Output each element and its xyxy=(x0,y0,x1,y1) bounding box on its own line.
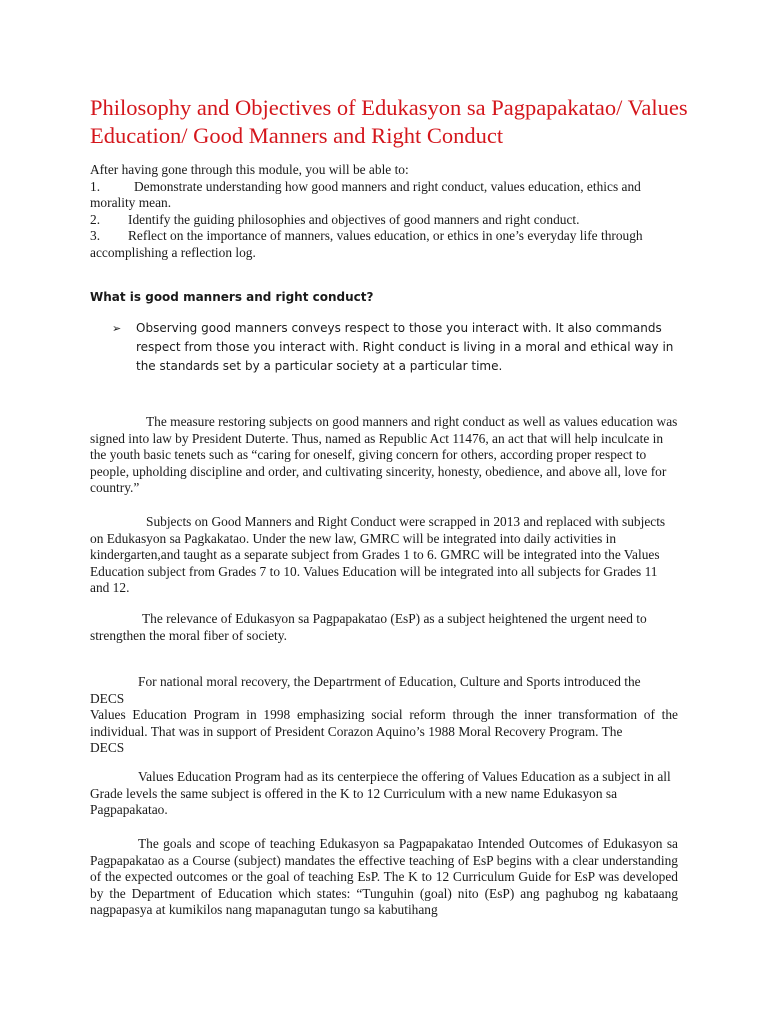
body-paragraph xyxy=(90,514,678,597)
objective-number: 3. xyxy=(90,228,101,243)
module-objectives xyxy=(90,162,678,261)
body-paragraph xyxy=(90,611,678,644)
objective-item xyxy=(90,179,678,212)
bullet-item xyxy=(112,319,680,376)
objective-item xyxy=(90,228,678,261)
paragraph-text: Values Education Program had as its centerpiece the offering of Values Education as a subject in all Grade levels the same subject is offered in the K to 12 Curriculum with a new name Edukasyon sa Pagpapakatao. xyxy=(90,769,671,817)
objective-number: 2. xyxy=(90,211,101,227)
body-paragraph xyxy=(90,674,678,757)
objective-text: Demonstrate understanding how good manners and right conduct, values education, ethics and morality mean. xyxy=(90,178,641,210)
objectives-lead: After having gone through this module, you will be able to: xyxy=(90,162,409,177)
objective-item xyxy=(90,212,678,229)
paragraph-text: DECS xyxy=(90,690,125,706)
body-paragraph xyxy=(90,836,678,919)
paragraph-text: Values Education Program in 1998 emphasizing social reform through the inner transformation of the individual. That was in support of President Corazon Aquino’s 1988 Moral Recovery Program. The xyxy=(90,707,678,739)
objective-number: 1. xyxy=(90,178,101,194)
objective-text: Identify the guiding philosophies and objectives of good manners and right conduct. xyxy=(128,211,580,227)
arrow-bullet-icon: ➢ xyxy=(112,322,122,335)
body-paragraph xyxy=(90,769,678,819)
body-paragraph xyxy=(90,414,678,497)
paragraph-text: The relevance of Edukasyon sa Pagpapakatao (EsP) as a subject heightened the urgent need to strengthen the moral fiber of society. xyxy=(90,611,647,643)
paragraph-text: For national moral recovery, the Departrment of Education, Culture and Sports introduced the xyxy=(138,674,641,689)
paragraph-text: Subjects on Good Manners and Right Conduct were scrapped in 2013 and replaced with subjects on Edukasyon sa Pagkakatao. Under the new law, GMRC will be integrated into daily activities in kindergarten,and taught as a separate subject from Grades 1 to 6. GMRC will be integrated into the Values Education subject from Grades 7 to 10. Values Education will be integrated into all subjects for Grades 11 and 12. xyxy=(90,514,666,595)
paragraph-text: The measure restoring subjects on good manners and right conduct as well as values education was signed into law by President Duterte. Thus, named as Republic Act 11476, an act that will help inculcate in the youth basic tenets such as “caring for oneself, giving concern for others, according proper respect to people, upholding discipline and order, and cultivating sincerity, honesty, obedience, and above all, love for country.” xyxy=(90,414,678,495)
section-heading: What is good manners and right conduct? xyxy=(90,290,374,304)
page-title: Philosophy and Objectives of Edukasyon sa Pagpapakatao/ Values Education/ Good Manners and Right Conduct xyxy=(90,95,688,148)
bullet-text: Observing good manners conveys respect to those you interact with. It also commands respect from those you interact with. Right conduct is living in a moral and ethical way in the standards set by a particular society at a particular time. xyxy=(136,321,674,373)
objective-text: Reflect on the importance of manners, values education, or ethics in one’s everyday life through accomplishing a reflection log. xyxy=(90,228,643,260)
paragraph-text: DECS xyxy=(90,740,125,755)
paragraph-text: The goals and scope of teaching Edukasyon sa Pagpapakatao Intended Outcomes of Edukasyon sa Pagpapakatao as a Course (subject) mandates the effective teaching of EsP begins with a clear understanding of the expected outcomes or the goal of teaching EsP. The K to 12 Curriculum Guide for EsP was developed by the Department of Education which states: “Tunguhin (goal) nito (EsP) ang paghubog ng kabataang nagpapasya at kumikilos nang mapanagutan tungo sa kabutihang xyxy=(90,836,678,917)
